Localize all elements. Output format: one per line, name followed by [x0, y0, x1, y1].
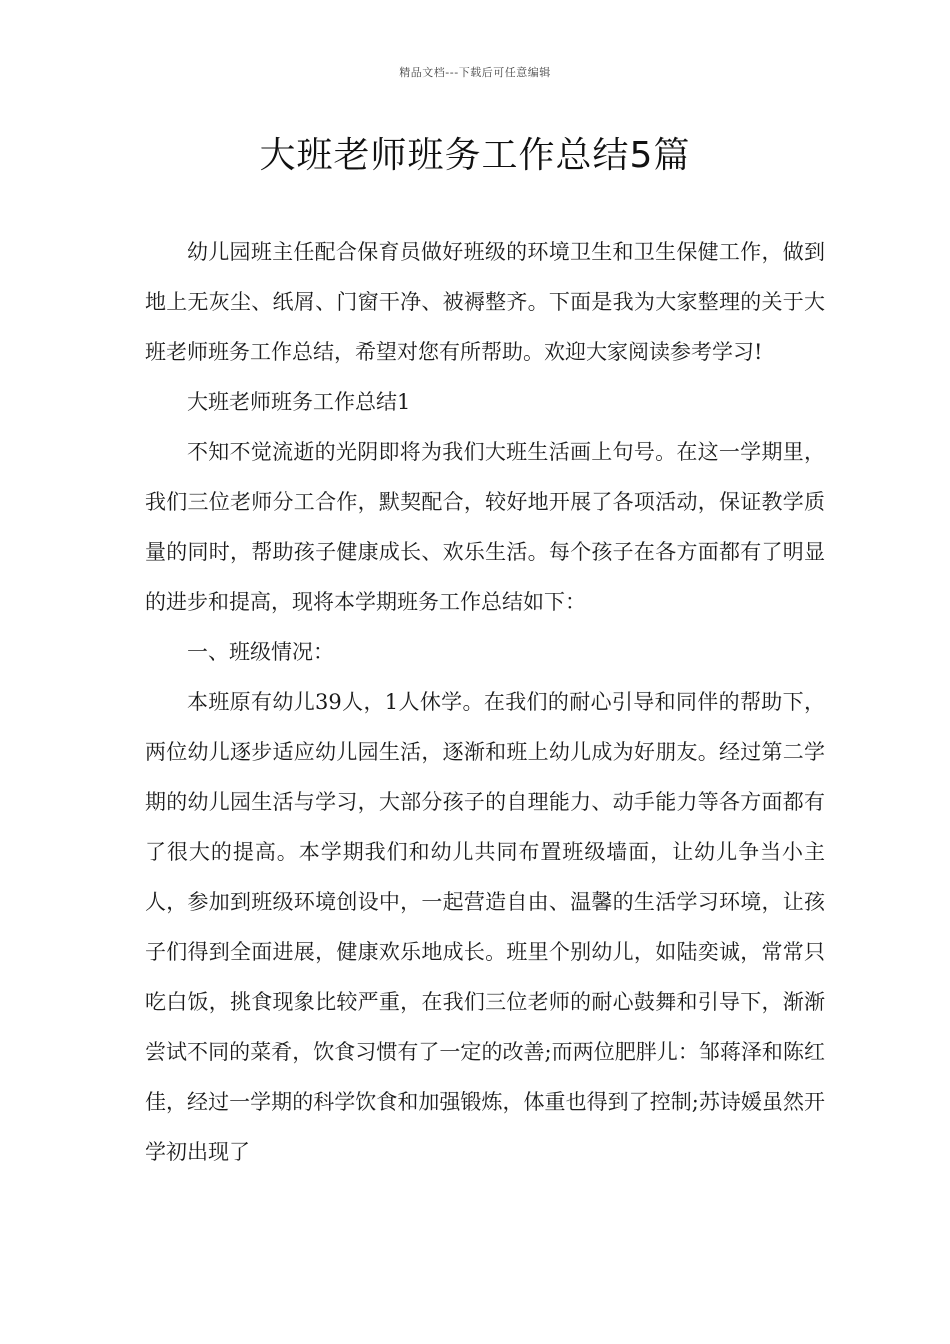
- subsection-heading: 一、班级情况：: [187, 640, 334, 664]
- intro-paragraph: 幼儿园班主任配合保育员做好班级的环境卫生和卫生保健工作，做到地上无灰尘、纸屑、门窗干净、被褥整齐。下面是我为大家整理的关于大班老师班务工作总结，希望对您有所帮助。欢迎大家阅读参考学习!: [145, 240, 825, 364]
- body-paragraph: 不知不觉流逝的光阴即将为我们大班生活画上句号。在这一学期里，我们三位老师分工合作，默契配合，较好地开展了各项活动，保证教学质量的同时，帮助孩子健康成长、欢乐生活。每个孩子在各方面都有了明显的进步和提高，现将本学期班务工作总结如下：: [145, 440, 825, 614]
- document-title: 大班老师班务工作总结5篇: [259, 135, 691, 176]
- header-note: 精品文档---下载后可任意编辑: [399, 66, 551, 79]
- section-heading: 大班老师班务工作总结1: [187, 390, 411, 414]
- body-paragraph: 本班原有幼儿39人，1人休学。在我们的耐心引导和同伴的帮助下，两位幼儿逐步适应幼儿园生活，逐渐和班上幼儿成为好朋友。经过第二学期的幼儿园生活与学习，大部分孩子的自理能力、动手能力等各方面都有了很大的提高。本学期我们和幼儿共同布置班级墙面，让幼儿争当小主人，参加到班级环境创设中，一起营造自由、温馨的生活学习环境，让孩子们得到全面进展，健康欢乐地成长。班里个别幼儿，如陆奕诚，常常只吃白饭，挑食现象比较严重，在我们三位老师的耐心鼓舞和引导下，渐渐尝试不同的菜肴，饮食习惯有了一定的改善;而两位肥胖儿：邹蒋泽和陈红佳，经过一学期的科学饮食和加强锻炼，体重也得到了控制;苏诗媛虽然开学初出现了: [145, 690, 825, 1164]
- document-body: [145, 227, 825, 1177]
